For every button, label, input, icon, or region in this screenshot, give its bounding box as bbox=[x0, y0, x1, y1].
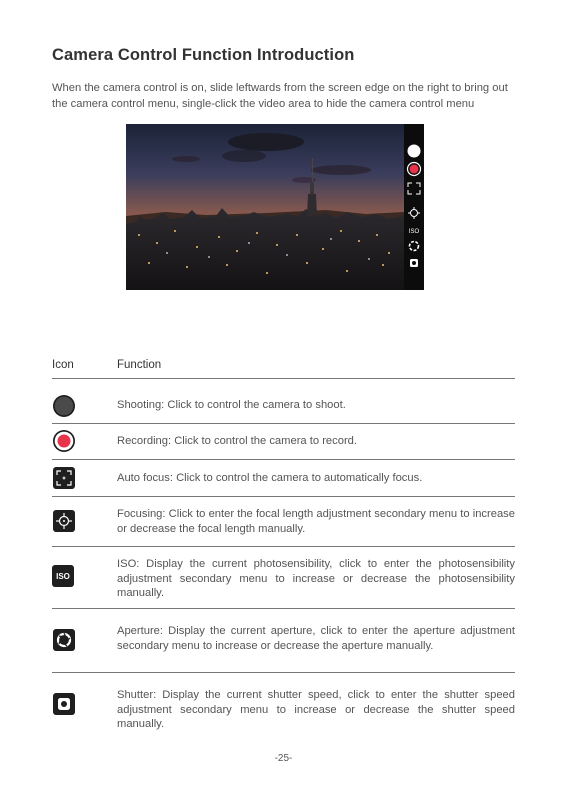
row-description: Shooting: Click to control the camera to shoot. bbox=[117, 399, 346, 411]
record-icon bbox=[52, 429, 76, 453]
focus-crosshair-icon bbox=[52, 509, 76, 533]
iso-icon-label: ISO bbox=[52, 565, 74, 587]
table-row-recording bbox=[52, 423, 515, 460]
header-function-column: Function bbox=[117, 359, 162, 371]
row-description: Aperture: Display the current aperture, click to enter the aperture adjustment secondary menu to increase or decrease the aperture manually. bbox=[117, 625, 515, 652]
shutter-icon bbox=[52, 692, 76, 716]
row-description: ISO: Display the current photosensibility, click to enter the photosensibility adjustment secondary menu to increase or decrease the photosensibility manually. bbox=[117, 558, 515, 599]
strip-shutter-icon bbox=[410, 259, 418, 267]
table-row-shooting bbox=[52, 388, 515, 424]
row-description: Auto focus: Click to control the camera to automatically focus. bbox=[117, 472, 423, 484]
iso-icon bbox=[52, 565, 76, 589]
row-description: Focusing: Click to enter the focal length adjustment secondary menu to increase or decrease the focal length manually. bbox=[117, 508, 515, 535]
strip-iso-label: ISO bbox=[408, 229, 420, 235]
page-number: -25- bbox=[274, 753, 293, 764]
table-row-shutter bbox=[52, 672, 515, 738]
page-title: Camera Control Function Introduction bbox=[52, 46, 355, 64]
aperture-icon bbox=[52, 628, 76, 652]
city-sunset-photo bbox=[126, 124, 424, 290]
row-description: Recording: Click to control the camera to record. bbox=[117, 435, 358, 447]
table-row-iso bbox=[52, 546, 515, 609]
camera-preview-image bbox=[126, 124, 424, 290]
table-row-focusing bbox=[52, 496, 515, 547]
table-row-aperture bbox=[52, 608, 515, 673]
shoot-icon bbox=[52, 394, 76, 418]
row-description: Shutter: Display the current shutter speed, click to enter the shutter speed adjustment secondary menu to increase or decrease the shutter speed manually. bbox=[117, 689, 515, 730]
auto-focus-icon bbox=[52, 466, 76, 490]
strip-shoot-icon bbox=[408, 145, 421, 158]
table-header bbox=[52, 358, 515, 379]
intro-paragraph: When the camera control is on, slide leftwards from the screen edge on the right to bring out the camera control menu, single-click the video area to hide the camera control menu bbox=[52, 82, 508, 110]
header-icon-column: Icon bbox=[52, 359, 74, 371]
table-row-auto-focus bbox=[52, 459, 515, 497]
